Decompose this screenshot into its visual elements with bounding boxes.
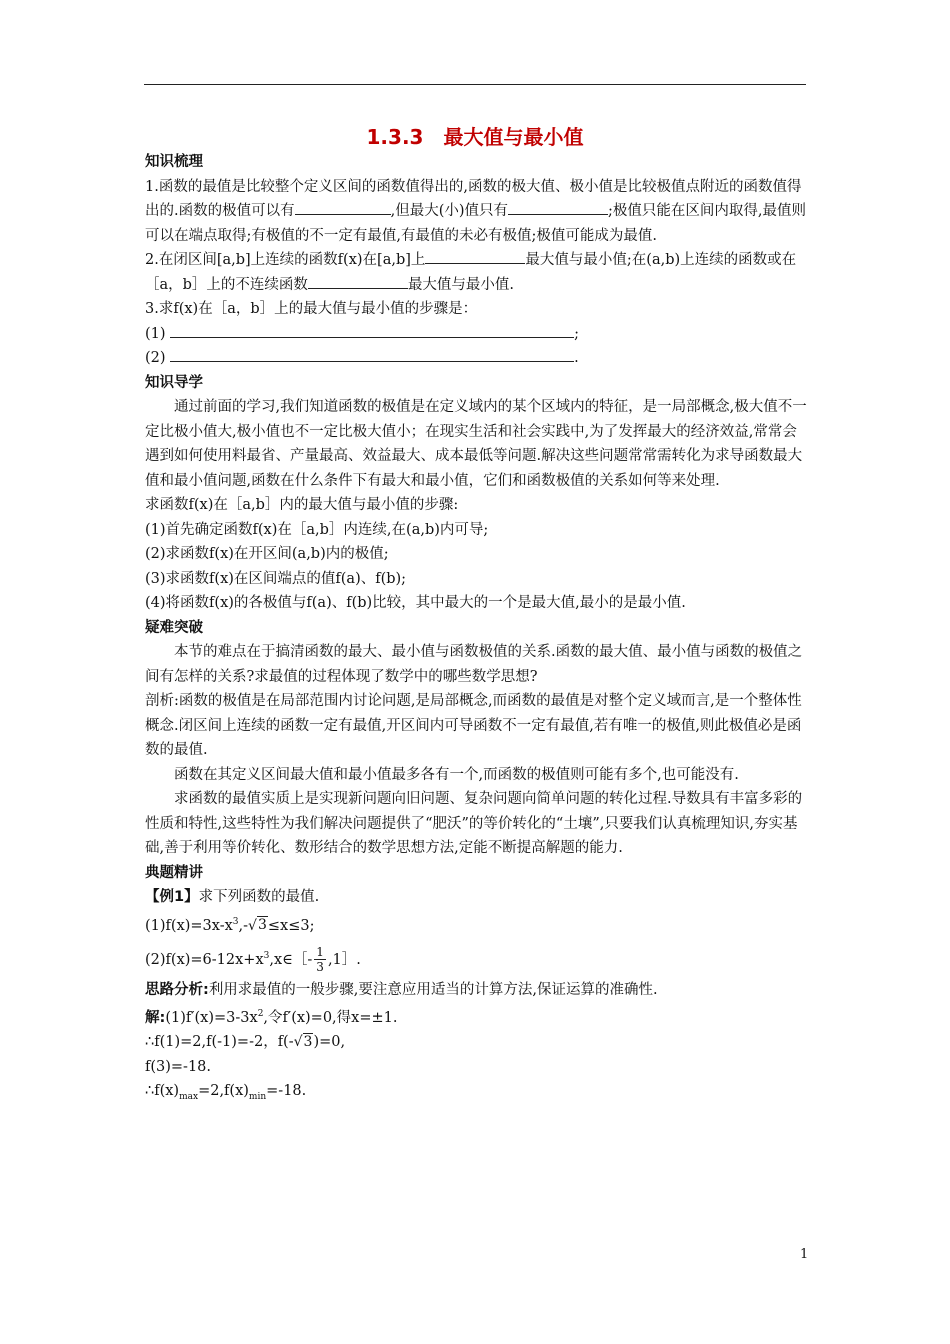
section-heading-knowledge: 知识梳理 — [145, 154, 203, 170]
denominator: 3 — [316, 960, 324, 975]
text: 最大值与最小值;在(a,b)上连续的函数或在［a，b］上的不连续函数 — [145, 252, 797, 293]
text: ;极值只能在区间内取得,最值则可以在端点取得;有极值的不一定有最值,有最值的未必有极值;极值可能成为最值. — [145, 203, 807, 244]
numerator: 1 — [316, 945, 324, 960]
fill-blank — [170, 346, 574, 362]
difficulty-paragraph-3: 函数在其定义区间最大值和最小值最多各有一个,而函数的极值则可能有多个,也可能没有. — [174, 766, 739, 783]
guide-step-2: (2)求函数f(x)在开区间(a,b)内的极值; — [145, 546, 389, 562]
text: ,1］. — [327, 951, 361, 968]
text: =2,f(x) — [198, 1083, 249, 1100]
text: (2) — [145, 350, 166, 366]
difficulty-paragraph-4: 求函数的最值实质上是实现新问题向旧问题、复杂问题向简单问题的转化过程.导数具有丰富多彩的性质和特性,这些特性为我们解决问题提供了“肥沃”的等价转化的“土壤”,只要我们认真梳理知识,夯实基础,善于利用等价转化、数形结合的数学思想方法,定能不断提高解题的能力. — [145, 791, 803, 856]
example-label: 【例1】 — [145, 889, 199, 905]
superscript: 3 — [263, 950, 270, 961]
step-blank-1 — [145, 322, 809, 347]
fill-blank — [308, 273, 408, 289]
radicand: 3 — [257, 917, 267, 934]
text: ,令f′(x)=0,得x=±1. — [263, 1009, 398, 1026]
guide-step-1: (1)首先确定函数f(x)在［a,b］内连续,在(a,b)内可导; — [145, 521, 489, 538]
page-title: 1.3.3 最大值与最小值 — [366, 125, 584, 149]
square-root: √3 — [293, 1034, 313, 1051]
header-rule — [144, 84, 806, 85]
superscript: 3 — [232, 916, 239, 927]
difficulty-paragraph-2: 剖析:函数的极值是在局部范围内讨论问题,是局部概念,而函数的最值是对整个定义域而言,是一个整体性概念.闭区间上连续的函数一定有最值,开区间内可导函数不一定有最值,若有唯一的极值,则此极值必是函数的最值. — [145, 693, 802, 758]
fill-blank — [508, 199, 608, 215]
guide-step-3: (3)求函数f(x)在区间端点的值f(a)、f(b); — [145, 570, 407, 587]
text: 1.函数的最值是比较整个定义区间的函数值得出的,函数的极大值、极小值是比较极值点附近的函数值得出的.函数的极值可以有 — [145, 178, 802, 219]
square-root: √3 — [248, 917, 267, 934]
analysis-line — [145, 978, 809, 1003]
text: (1)f′(x)=3-3x — [165, 1009, 258, 1026]
fill-blank — [295, 199, 391, 215]
superscript: 2 — [257, 1009, 264, 1020]
fill-blank — [425, 248, 525, 264]
text: ,x∈［- — [269, 951, 313, 968]
knowledge-paragraph-1 — [145, 175, 809, 249]
text: (1)f(x)=3x-x — [145, 917, 233, 934]
text: 利用求最值的一般步骤,要注意应用适当的计算方法,保证运算的准确性. — [208, 981, 658, 998]
knowledge-paragraph-3: 3.求f(x)在［a，b］上的最大值与最小值的步骤是： — [145, 301, 478, 317]
difficulty-paragraph-1: 本节的难点在于搞清函数的最大、最小值与函数极值的关系.函数的最大值、最小值与函数的极值之间有怎样的关系?求最值的过程体现了数学中的哪些数学思想? — [145, 644, 803, 685]
section-heading-difficulty: 疑难突破 — [145, 619, 203, 636]
solution-line-1 — [145, 1002, 809, 1030]
page-number: 1 — [800, 1247, 809, 1262]
solution-line-3: f(3)=-18. — [145, 1058, 212, 1075]
guide-paragraph-2: 求函数f(x)在［a,b］内的最大值与最小值的步骤: — [145, 497, 459, 513]
section-heading-guide: 知识导学 — [145, 374, 203, 391]
solution-label: 解: — [145, 1009, 166, 1026]
text: ∴f(x) — [145, 1083, 180, 1100]
fraction — [314, 945, 326, 974]
example-1-prompt — [145, 885, 809, 910]
analysis-label: 思路分析: — [145, 981, 209, 998]
text: ; — [574, 325, 580, 342]
text: )=0, — [313, 1034, 346, 1051]
example-question-1 — [145, 910, 809, 938]
solution-line-2 — [145, 1030, 809, 1055]
fill-blank — [170, 322, 574, 338]
subscript: max — [179, 1092, 199, 1103]
guide-step-4: (4)将函数f(x)的各极值与f(a)、f(b)比较，其中最大的一个是最大值,最小的是最小值. — [145, 595, 686, 611]
text: 求下列函数的最值. — [198, 889, 320, 905]
example-question-2 — [145, 938, 809, 978]
step-blank-2 — [145, 346, 809, 371]
guide-paragraph-1: 通过前面的学习,我们知道函数的极值是在定义域内的某个区域内的特征，是一局部概念,极大值不一定比极小值大,极小值也不一定比极大值小；在现实生活和社会实践中,为了发挥最大的经济效益,常常会遇到如何使用料最省、产量最高、效益最大、成本最低等问题.解决这些问题常常需转化为求导函数最大值和最小值问题,函数在什么条件下有最大和最小值，它们和函数极值的关系如何等来处理. — [145, 399, 807, 489]
text: . — [574, 350, 579, 366]
text: (1) — [145, 325, 166, 342]
text: ≤x≤3; — [267, 917, 315, 934]
section-heading-examples: 典题精讲 — [145, 864, 203, 881]
document-body — [145, 150, 809, 1110]
text: ∴f(1)=2,f(-1)=-2，f(- — [145, 1034, 294, 1051]
solution-line-4 — [145, 1079, 809, 1109]
knowledge-paragraph-2 — [145, 248, 809, 297]
text: ,- — [238, 917, 249, 934]
subscript: min — [248, 1092, 267, 1103]
text: (2)f(x)=6-12x+x — [145, 951, 264, 968]
radicand: 3 — [303, 1034, 313, 1051]
text: =-18. — [266, 1083, 307, 1100]
text: 最大值与最小值. — [407, 276, 515, 293]
text: 2.在闭区间[a,b]上连续的函数f(x)在[a,b]上 — [145, 252, 426, 268]
text: ,但最大(小)值只有 — [390, 203, 509, 219]
